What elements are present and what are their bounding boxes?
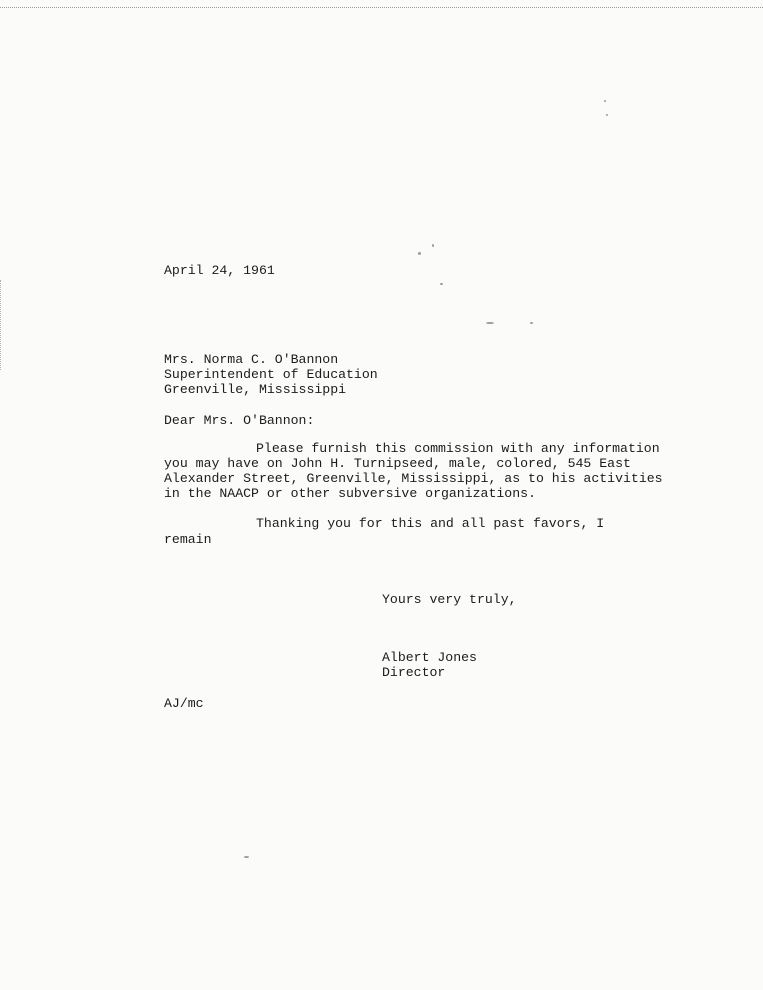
body-paragraph-1-line-4: in the NAACP or other subversive organizations.: [164, 486, 536, 501]
body-paragraph-2-line-1: Thanking you for this and all past favors, I: [256, 516, 605, 531]
scan-speck: [486, 322, 494, 324]
scan-speck: [244, 856, 249, 858]
scan-speck: [530, 322, 533, 324]
body-paragraph-1-line-3: Alexander Street, Greenville, Mississippi, as to his activities: [164, 471, 663, 486]
scan-speck: [418, 252, 421, 255]
typist-initials: AJ/mc: [164, 696, 204, 711]
recipient-title: Superintendent of Education: [164, 367, 378, 382]
closing: Yours very truly,: [382, 592, 517, 607]
letter-date: April 24, 1961: [164, 263, 275, 278]
scan-speck: [604, 100, 606, 102]
scan-speck: [440, 283, 443, 285]
page-top-edge: [0, 0, 763, 8]
body-paragraph-1-line-1: Please furnish this commission with any information: [256, 441, 660, 456]
recipient-location: Greenville, Mississippi: [164, 382, 347, 397]
page-left-edge: [0, 280, 3, 370]
scan-speck: [606, 114, 608, 116]
salutation: Dear Mrs. O'Bannon:: [164, 413, 315, 428]
scan-speck: [432, 244, 434, 247]
signer-title: Director: [382, 665, 446, 680]
body-paragraph-2-line-2: remain: [164, 532, 212, 547]
recipient-name: Mrs. Norma C. O'Bannon: [164, 352, 339, 367]
body-paragraph-1-line-2: you may have on John H. Turnipseed, male, colored, 545 East: [164, 456, 631, 471]
signer-name: Albert Jones: [382, 650, 477, 665]
